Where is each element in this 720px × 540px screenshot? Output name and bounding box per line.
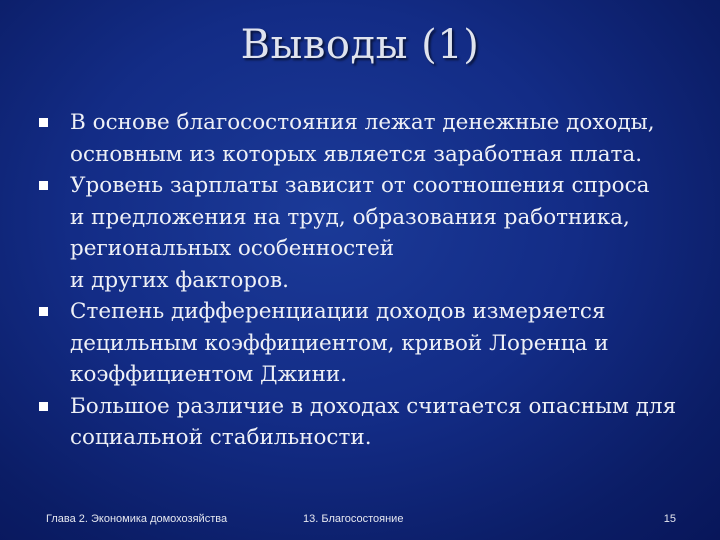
bullet-item xyxy=(38,391,710,454)
footer-page-number: 15 xyxy=(663,513,676,525)
square-bullet-icon xyxy=(39,402,48,411)
bullet-item xyxy=(38,107,710,170)
footer-section: 13. Благосостояние xyxy=(303,513,404,525)
bullet-text: Уровень зарплаты зависит от соотношения спроса и предложения на труд, образования работника, региональных особенностей и других факторов. xyxy=(70,173,650,293)
square-bullet-icon xyxy=(39,307,48,316)
bullet-text: Степень дифференциации доходов измеряется децильным коэффициентом, кривой Лоренца и коэффициентом Джини. xyxy=(70,299,609,387)
square-bullet-icon xyxy=(39,118,48,127)
footer-chapter: Глава 2. Экономика домохозяйства xyxy=(46,513,228,525)
slide-title: Выводы (1) xyxy=(240,22,480,68)
bullet-text: В основе благосостояния лежат денежные доходы, основным из которых является заработная плата. xyxy=(70,110,655,167)
square-bullet-icon xyxy=(39,181,48,190)
bullet-list xyxy=(38,107,710,454)
bullet-item xyxy=(38,296,710,391)
bullet-item xyxy=(38,170,710,296)
bullet-text: Большое различие в доходах считается опасным для социальной стабильности. xyxy=(70,393,677,450)
